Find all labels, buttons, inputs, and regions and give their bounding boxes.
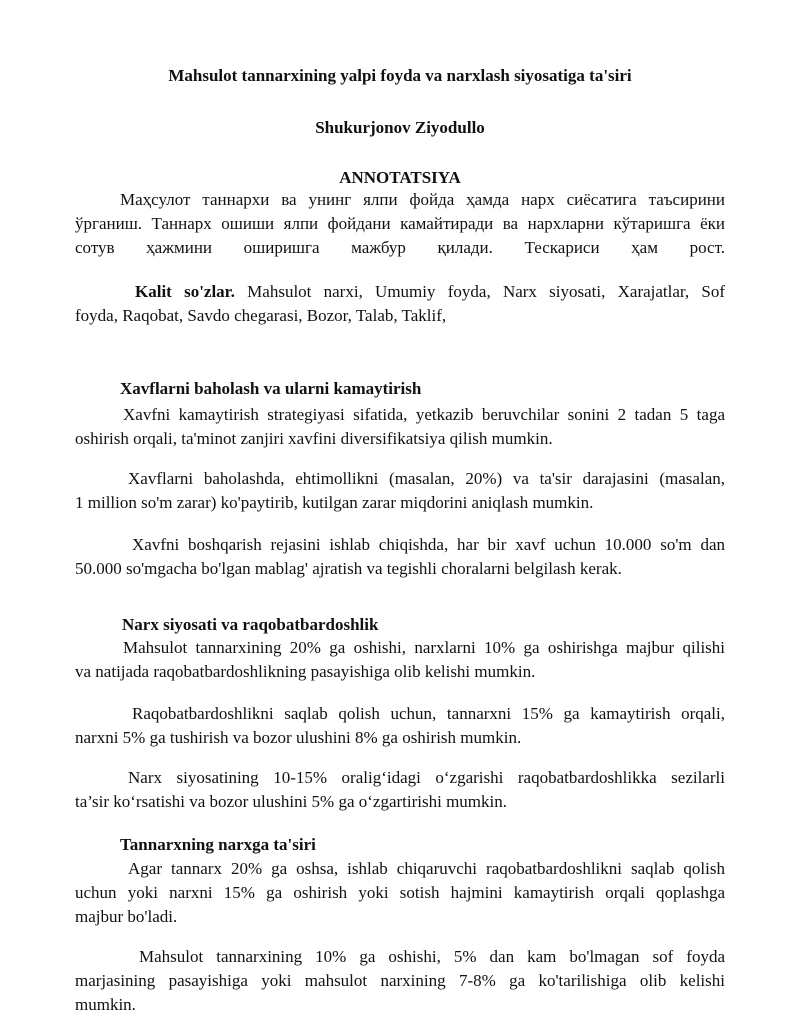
section-paragraph bbox=[75, 533, 725, 581]
paragraph-line: Mahsulot tannarxining 10% ga oshishi, 5% dan kam bo'lmagan sof foyda bbox=[139, 947, 725, 966]
section-paragraph bbox=[75, 403, 725, 451]
paragraph-line: va natijada raqobatbardoshlikning pasayishiga olib kelishi mumkin. bbox=[75, 662, 536, 681]
paragraph-line: Xavflarni baholashda, ehtimollikni (masalan, 20%) va ta'sir darajasini (masalan, bbox=[128, 469, 725, 488]
section-heading: Tannarxning narxga ta'siri bbox=[120, 835, 316, 854]
paragraph-line: Narx siyosatining 10-15% oralig‘idagi o‘zgarishi raqobatbardoshlikka sezilarli bbox=[128, 768, 725, 787]
paragraph-line: narxni 5% ga tushirish va bozor ulushini 8% ga oshirish mumkin. bbox=[75, 728, 522, 747]
section-paragraph bbox=[75, 702, 725, 750]
annotation-heading: ANNOTATSIYA bbox=[339, 168, 461, 187]
keywords-paragraph bbox=[75, 280, 725, 328]
paragraph-line: mumkin. bbox=[75, 995, 136, 1014]
keywords-line bbox=[75, 280, 725, 304]
annotation-line: ўрганиш. Таннарх ошиши ялпи фойдани камайтиради ва нархларни кўтаришга ёки bbox=[75, 214, 725, 233]
keywords-text: Mahsulot narxi, Umumiy foyda, Narx siyosati, Xarajatlar, Sof bbox=[247, 282, 725, 301]
paragraph-line: Raqobatbardoshlikni saqlab qolish uchun, tannarxni 15% ga kamaytirish orqali, bbox=[132, 704, 725, 723]
section-paragraph bbox=[75, 636, 725, 684]
annotation-line: Маҳсулот таннархи ва унинг ялпи фойда ҳамда нарх сиёсатига таъсирини bbox=[120, 190, 725, 209]
section-heading: Xavflarni baholash va ularni kamaytirish bbox=[120, 379, 422, 398]
document-title: Mahsulot tannarxining yalpi foyda va narxlash siyosatiga ta'siri bbox=[168, 66, 632, 85]
section-paragraph bbox=[75, 945, 725, 1017]
paragraph-line: 1 million so'm zarar) ko'paytirib, kutilgan zarar miqdorini aniqlash mumkin. bbox=[75, 493, 594, 512]
paragraph-line: 50.000 so'mgacha bo'lgan mablag' ajratish va tegishli choralarni belgilash kerak. bbox=[75, 559, 622, 578]
paragraph-line: oshirish orqali, ta'minot zanjiri xavfini diversifikatsiya qilish mumkin. bbox=[75, 429, 553, 448]
paragraph-line: ta’sir ko‘rsatishi va bozor ulushini 5% ga o‘zgartirishi mumkin. bbox=[75, 792, 508, 811]
paragraph-line: uchun yoki narxni 15% ga oshirish yoki sotish hajmini kamaytirish orqali qoplashga bbox=[75, 883, 725, 902]
section-paragraph bbox=[75, 857, 725, 929]
paragraph-line: majbur bo'ladi. bbox=[75, 907, 178, 926]
paragraph-line: Agar tannarx 20% ga oshsa, ishlab chiqaruvchi raqobatbardoshlikni saqlab qolish bbox=[128, 859, 725, 878]
section-paragraph bbox=[75, 766, 725, 814]
paragraph-line: Xavfni boshqarish rejasini ishlab chiqishda, har bir xavf uchun 10.000 so'm dan bbox=[132, 535, 725, 554]
paragraph-line: Mahsulot tannarxining 20% ga oshishi, narxlarni 10% ga oshirishga majbur qilishi bbox=[123, 638, 725, 657]
paragraph-line: Xavfni kamaytirish strategiyasi sifatida, yetkazib beruvchilar sonini 2 tadan 5 taga bbox=[123, 405, 725, 424]
annotation-paragraph bbox=[75, 188, 725, 260]
section-heading: Narx siyosati va raqobatbardoshlik bbox=[122, 615, 379, 634]
annotation-line: сотув ҳажмини оширишга мажбур қилади. Тескариси ҳам рост. bbox=[75, 238, 725, 257]
keywords-line: foyda, Raqobat, Savdo chegarasi, Bozor, Talab, Taklif, bbox=[75, 306, 447, 325]
section-paragraph bbox=[75, 467, 725, 515]
keywords-label: Kalit so'zlar. bbox=[135, 282, 235, 301]
paragraph-line: marjasining pasayishiga yoki mahsulot narxining 7-8% ga ko'tarilishiga olib kelishi bbox=[75, 971, 725, 990]
author-name: Shukurjonov Ziyodullo bbox=[315, 118, 485, 137]
